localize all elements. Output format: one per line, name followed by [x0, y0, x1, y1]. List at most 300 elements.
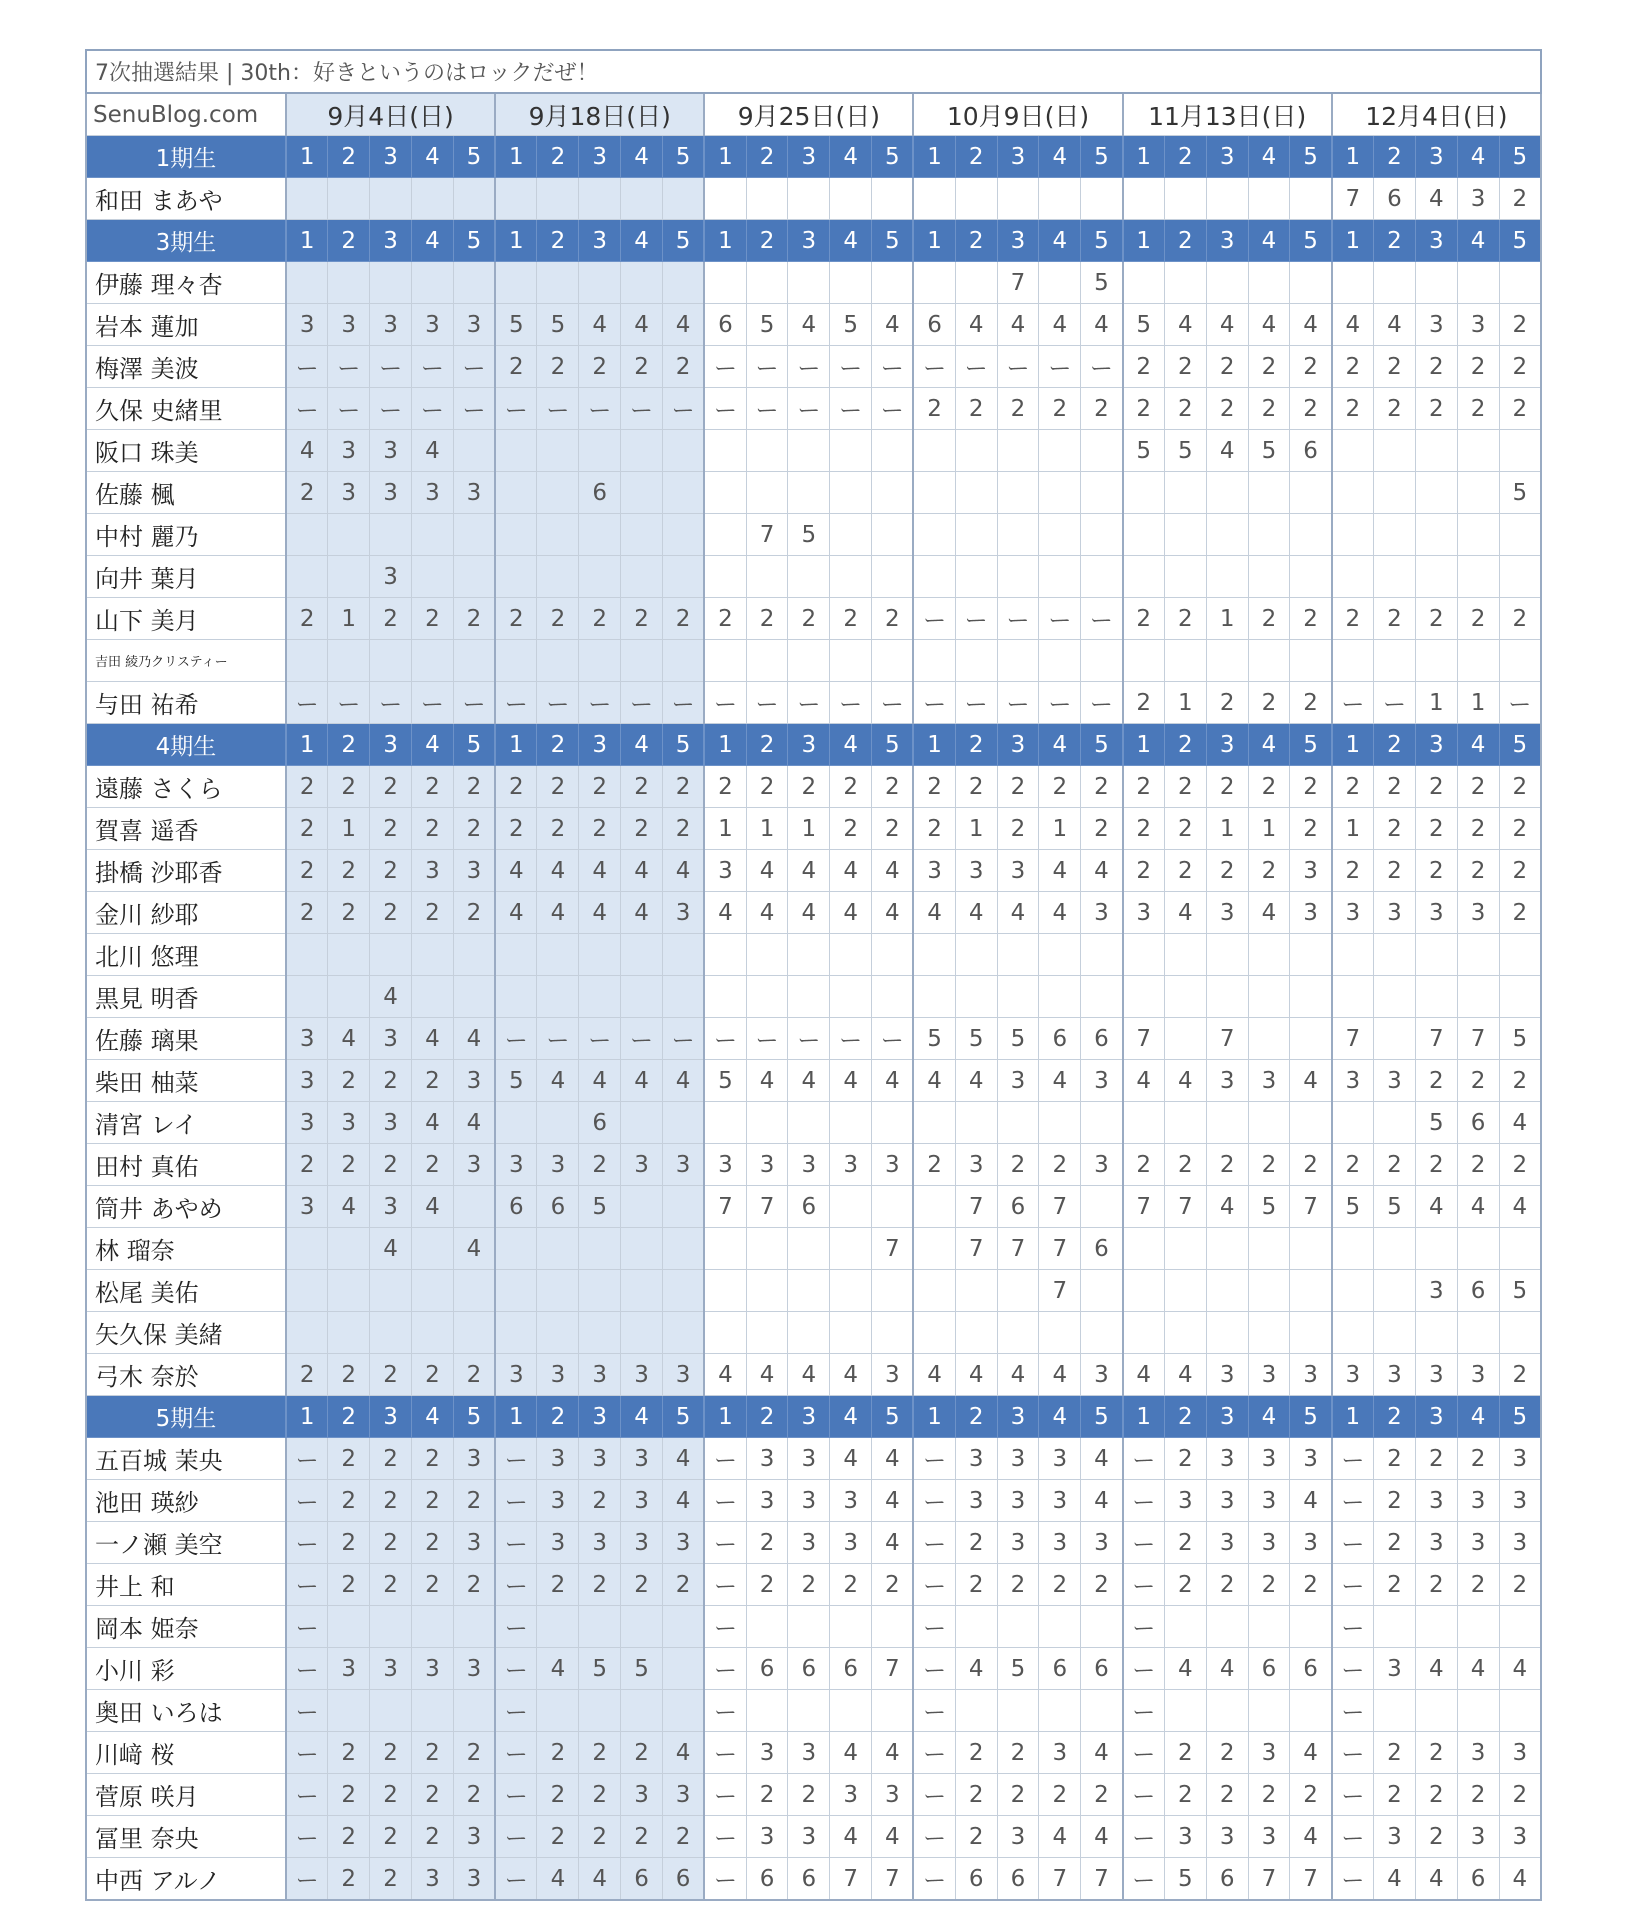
result-cell: 2: [537, 1774, 579, 1816]
slot-number-header: 4: [411, 136, 453, 178]
result-cell: [328, 976, 370, 1018]
result-cell: 2: [1499, 1354, 1541, 1396]
result-cell: 2: [1081, 388, 1123, 430]
result-cell: 2: [955, 1522, 997, 1564]
result-cell: 4: [746, 1354, 788, 1396]
result-cell: 2: [955, 1564, 997, 1606]
result-cell: 3: [1415, 1270, 1457, 1312]
result-cell: [788, 1270, 830, 1312]
result-cell: 7: [872, 1228, 914, 1270]
result-cell: [1332, 976, 1374, 1018]
result-cell: [286, 262, 328, 304]
result-cell: [1081, 1690, 1123, 1732]
result-cell: [1332, 1312, 1374, 1354]
result-cell: 3: [662, 1774, 704, 1816]
result-cell: 3: [1081, 1522, 1123, 1564]
result-cell: [704, 262, 746, 304]
result-cell: 2: [453, 1774, 495, 1816]
result-cell: 2: [1332, 850, 1374, 892]
result-cell: 3: [1457, 1816, 1499, 1858]
result-cell: 2: [913, 808, 955, 850]
result-cell: 3: [286, 1186, 328, 1228]
result-cell: 2: [1164, 1522, 1206, 1564]
result-cell: ー: [1081, 682, 1123, 724]
result-cell: 4: [1206, 1186, 1248, 1228]
result-cell: 3: [1374, 1816, 1416, 1858]
result-cell: 3: [1039, 1480, 1081, 1522]
result-cell: 2: [453, 1354, 495, 1396]
result-cell: ー: [286, 1480, 328, 1522]
result-cell: 3: [579, 1438, 621, 1480]
result-cell: 4: [955, 892, 997, 934]
result-cell: 2: [286, 808, 328, 850]
result-cell: 6: [1457, 1102, 1499, 1144]
result-cell: 2: [1374, 346, 1416, 388]
slot-number-header: 2: [328, 136, 370, 178]
result-cell: [579, 976, 621, 1018]
result-cell: 3: [1415, 1354, 1457, 1396]
result-cell: 7: [1290, 1858, 1332, 1901]
result-cell: [955, 1102, 997, 1144]
result-cell: 3: [411, 1858, 453, 1901]
result-cell: 4: [328, 1018, 370, 1060]
result-cell: [788, 1102, 830, 1144]
result-cell: [955, 472, 997, 514]
result-cell: 2: [495, 808, 537, 850]
result-cell: [1164, 1102, 1206, 1144]
result-cell: 2: [621, 346, 663, 388]
member-row: [86, 640, 1541, 682]
result-cell: [662, 1228, 704, 1270]
slot-number-header: 1: [495, 724, 537, 766]
result-cell: [1164, 1228, 1206, 1270]
result-cell: [1457, 1312, 1499, 1354]
member-row: [86, 472, 1541, 514]
result-cell: 2: [872, 808, 914, 850]
member-row: [86, 1522, 1541, 1564]
result-cell: ー: [1499, 682, 1541, 724]
result-cell: [1415, 1690, 1457, 1732]
result-cell: [830, 1606, 872, 1648]
result-cell: [955, 178, 997, 220]
result-cell: ー: [704, 1438, 746, 1480]
result-cell: 2: [579, 1564, 621, 1606]
result-cell: ー: [704, 1018, 746, 1060]
member-row: [86, 346, 1541, 388]
member-name: 伊藤 理々杏: [86, 262, 286, 304]
result-cell: [370, 640, 412, 682]
result-cell: ー: [1123, 1732, 1165, 1774]
result-cell: 3: [1248, 1060, 1290, 1102]
result-cell: [1499, 1606, 1541, 1648]
result-cell: [997, 934, 1039, 976]
result-cell: [1415, 640, 1457, 682]
result-cell: [453, 976, 495, 1018]
result-cell: [621, 1690, 663, 1732]
member-name: 北川 悠理: [86, 934, 286, 976]
result-cell: 3: [1164, 1480, 1206, 1522]
result-cell: [537, 430, 579, 472]
member-name: 金川 紗耶: [86, 892, 286, 934]
result-cell: 2: [1374, 388, 1416, 430]
result-cell: [1499, 1228, 1541, 1270]
result-cell: ー: [495, 1438, 537, 1480]
result-cell: [913, 1270, 955, 1312]
result-cell: [1374, 556, 1416, 598]
result-cell: [1374, 1312, 1416, 1354]
result-cell: 4: [830, 1816, 872, 1858]
result-cell: 4: [788, 1354, 830, 1396]
result-cell: 1: [955, 808, 997, 850]
result-cell: 3: [453, 1144, 495, 1186]
result-cell: [286, 1228, 328, 1270]
slot-number-header: 5: [1290, 1396, 1332, 1438]
slot-number-header: 5: [662, 1396, 704, 1438]
result-cell: 4: [1039, 304, 1081, 346]
result-cell: 6: [1081, 1228, 1123, 1270]
result-cell: [411, 1606, 453, 1648]
slot-number-header: 3: [1206, 724, 1248, 766]
slot-number-header: 5: [872, 220, 914, 262]
result-cell: [913, 976, 955, 1018]
result-cell: 2: [1415, 1564, 1457, 1606]
result-cell: 2: [328, 1774, 370, 1816]
result-cell: [1248, 976, 1290, 1018]
result-cell: 6: [788, 1858, 830, 1901]
member-name: 吉田 綾乃クリスティー: [86, 640, 286, 682]
result-cell: [453, 514, 495, 556]
result-cell: 5: [955, 1018, 997, 1060]
result-cell: 2: [411, 1060, 453, 1102]
result-cell: [453, 262, 495, 304]
result-cell: ー: [370, 682, 412, 724]
result-cell: [537, 1690, 579, 1732]
result-cell: 3: [1499, 1732, 1541, 1774]
result-cell: 2: [1164, 766, 1206, 808]
result-cell: [621, 1270, 663, 1312]
member-row: [86, 808, 1541, 850]
result-cell: ー: [495, 1606, 537, 1648]
result-cell: [1248, 640, 1290, 682]
result-cell: ー: [1332, 1816, 1374, 1858]
member-row: [86, 1732, 1541, 1774]
result-cell: ー: [913, 1858, 955, 1901]
result-cell: 4: [662, 1480, 704, 1522]
result-cell: [1206, 976, 1248, 1018]
result-cell: [286, 178, 328, 220]
result-cell: [1374, 262, 1416, 304]
slot-number-header: 3: [788, 220, 830, 262]
result-cell: 3: [411, 472, 453, 514]
result-cell: [1415, 430, 1457, 472]
title-row: [86, 50, 1541, 93]
result-cell: 2: [746, 1522, 788, 1564]
result-cell: ー: [997, 598, 1039, 640]
result-cell: 5: [495, 1060, 537, 1102]
result-cell: 2: [1415, 766, 1457, 808]
result-cell: ー: [286, 1522, 328, 1564]
result-cell: 6: [997, 1858, 1039, 1901]
slot-number-header: 1: [495, 136, 537, 178]
result-cell: [495, 178, 537, 220]
result-cell: 3: [1081, 1144, 1123, 1186]
result-cell: 3: [370, 1648, 412, 1690]
date-header: 11月13日(日): [1123, 93, 1332, 136]
result-cell: 3: [1206, 1522, 1248, 1564]
result-cell: 2: [537, 598, 579, 640]
result-cell: 6: [1457, 1858, 1499, 1901]
result-cell: [621, 262, 663, 304]
slot-number-header: 2: [1374, 1396, 1416, 1438]
member-name: 岩本 蓮加: [86, 304, 286, 346]
result-cell: 2: [1499, 388, 1541, 430]
result-cell: [411, 1312, 453, 1354]
result-cell: [788, 1690, 830, 1732]
result-cell: [872, 1606, 914, 1648]
result-cell: 2: [1123, 682, 1165, 724]
result-cell: [621, 472, 663, 514]
result-cell: [1457, 514, 1499, 556]
result-cell: [913, 1312, 955, 1354]
result-cell: ー: [1123, 1690, 1165, 1732]
slot-number-header: 1: [286, 136, 328, 178]
result-cell: 3: [411, 304, 453, 346]
result-cell: ー: [495, 1522, 537, 1564]
result-cell: 2: [1499, 1774, 1541, 1816]
result-cell: [1290, 934, 1332, 976]
result-cell: 2: [1164, 1774, 1206, 1816]
result-cell: 2: [1457, 346, 1499, 388]
result-cell: ー: [662, 1018, 704, 1060]
result-cell: ー: [286, 1606, 328, 1648]
result-cell: 2: [1415, 388, 1457, 430]
result-cell: 4: [1123, 1354, 1165, 1396]
result-cell: 1: [1248, 808, 1290, 850]
result-cell: [913, 430, 955, 472]
result-cell: 5: [1248, 1186, 1290, 1228]
result-cell: 4: [1164, 1648, 1206, 1690]
result-cell: 2: [1374, 1438, 1416, 1480]
result-cell: 7: [1248, 1858, 1290, 1901]
result-cell: ー: [1332, 1648, 1374, 1690]
result-cell: [1374, 430, 1416, 472]
result-cell: [286, 640, 328, 682]
result-cell: [788, 1606, 830, 1648]
result-cell: [1499, 640, 1541, 682]
result-cell: [955, 430, 997, 472]
result-cell: [955, 1690, 997, 1732]
member-name: 松尾 美佑: [86, 1270, 286, 1312]
result-cell: [621, 514, 663, 556]
slot-number-header: 4: [1248, 220, 1290, 262]
result-cell: 7: [746, 514, 788, 556]
result-cell: 3: [328, 430, 370, 472]
member-name: 田村 真佑: [86, 1144, 286, 1186]
member-name: 小川 彩: [86, 1648, 286, 1690]
result-cell: 4: [662, 850, 704, 892]
result-cell: 3: [997, 1060, 1039, 1102]
slot-number-header: 3: [997, 1396, 1039, 1438]
slot-number-header: 1: [1123, 136, 1165, 178]
slot-number-header: 1: [286, 724, 328, 766]
result-cell: 2: [1039, 1774, 1081, 1816]
result-cell: 2: [1248, 1774, 1290, 1816]
result-cell: [704, 1102, 746, 1144]
result-cell: 2: [997, 766, 1039, 808]
result-cell: 5: [997, 1018, 1039, 1060]
result-cell: [1499, 976, 1541, 1018]
member-name: 池田 瑛紗: [86, 1480, 286, 1522]
result-cell: 6: [1457, 1270, 1499, 1312]
result-cell: [495, 1102, 537, 1144]
result-cell: [370, 1270, 412, 1312]
slot-number-header: 4: [1248, 136, 1290, 178]
result-cell: 3: [1457, 1522, 1499, 1564]
result-cell: 7: [1039, 1270, 1081, 1312]
result-cell: 3: [955, 850, 997, 892]
result-cell: [872, 430, 914, 472]
result-cell: 6: [495, 1186, 537, 1228]
result-cell: 1: [1039, 808, 1081, 850]
result-cell: 4: [1039, 1354, 1081, 1396]
result-cell: 2: [1457, 808, 1499, 850]
result-cell: [1374, 1606, 1416, 1648]
result-cell: ー: [286, 1858, 328, 1901]
result-cell: [1332, 1228, 1374, 1270]
result-cell: 3: [1457, 1354, 1499, 1396]
result-cell: 3: [537, 1480, 579, 1522]
result-cell: [788, 556, 830, 598]
result-cell: 3: [830, 1480, 872, 1522]
result-cell: [704, 178, 746, 220]
result-cell: ー: [1039, 598, 1081, 640]
result-cell: [621, 1228, 663, 1270]
result-cell: 2: [1164, 346, 1206, 388]
result-cell: 2: [913, 766, 955, 808]
result-cell: 3: [746, 1732, 788, 1774]
slot-number-header: 4: [830, 724, 872, 766]
result-cell: [746, 262, 788, 304]
result-cell: 3: [955, 1480, 997, 1522]
result-cell: [830, 178, 872, 220]
slot-number-header: 1: [913, 136, 955, 178]
result-cell: [1081, 472, 1123, 514]
result-cell: [1332, 514, 1374, 556]
result-cell: 2: [1415, 1774, 1457, 1816]
result-cell: 3: [370, 472, 412, 514]
result-cell: 2: [746, 1774, 788, 1816]
result-cell: 4: [997, 304, 1039, 346]
result-cell: 4: [955, 1648, 997, 1690]
result-cell: [704, 1228, 746, 1270]
result-cell: 3: [1290, 850, 1332, 892]
slot-number-header: 1: [1123, 1396, 1165, 1438]
result-cell: [746, 556, 788, 598]
result-cell: 2: [662, 346, 704, 388]
result-cell: 3: [997, 1480, 1039, 1522]
result-cell: 3: [788, 1480, 830, 1522]
result-cell: 2: [997, 1774, 1039, 1816]
result-cell: [1290, 556, 1332, 598]
result-cell: 2: [286, 598, 328, 640]
slot-number-header: 1: [1123, 724, 1165, 766]
result-cell: 2: [1164, 598, 1206, 640]
result-cell: 3: [830, 1144, 872, 1186]
result-cell: ー: [495, 388, 537, 430]
result-cell: [830, 934, 872, 976]
result-cell: 3: [328, 472, 370, 514]
result-cell: [662, 1606, 704, 1648]
slot-number-header: 2: [328, 220, 370, 262]
result-cell: 7: [1332, 1018, 1374, 1060]
slot-number-header: 5: [662, 724, 704, 766]
generation-header-row: [86, 136, 1541, 178]
result-cell: ー: [872, 682, 914, 724]
result-cell: 4: [453, 1228, 495, 1270]
member-row: [86, 1144, 1541, 1186]
result-cell: 3: [286, 1018, 328, 1060]
slot-number-header: 3: [1206, 136, 1248, 178]
result-cell: [411, 640, 453, 682]
slot-number-header: 2: [537, 136, 579, 178]
result-cell: 2: [830, 766, 872, 808]
slot-number-header: 4: [1248, 724, 1290, 766]
result-cell: 4: [662, 1060, 704, 1102]
result-cell: 2: [1290, 346, 1332, 388]
slot-number-header: 5: [1290, 724, 1332, 766]
result-cell: 2: [662, 598, 704, 640]
result-cell: [621, 1606, 663, 1648]
result-cell: ー: [955, 346, 997, 388]
result-cell: [495, 556, 537, 598]
result-cell: 3: [1374, 1648, 1416, 1690]
result-cell: [1081, 640, 1123, 682]
result-cell: 3: [788, 1732, 830, 1774]
slot-number-header: 3: [997, 220, 1039, 262]
member-row: [86, 262, 1541, 304]
result-cell: 7: [997, 262, 1039, 304]
result-cell: ー: [913, 682, 955, 724]
slot-number-header: 5: [872, 724, 914, 766]
result-cell: 4: [1081, 1438, 1123, 1480]
result-cell: 2: [1206, 682, 1248, 724]
result-cell: 6: [1081, 1018, 1123, 1060]
result-cell: 5: [1123, 304, 1165, 346]
result-cell: 6: [788, 1648, 830, 1690]
result-cell: [746, 934, 788, 976]
result-cell: 2: [872, 598, 914, 640]
result-cell: [704, 514, 746, 556]
result-cell: ー: [746, 388, 788, 430]
result-cell: 4: [370, 976, 412, 1018]
result-cell: [1248, 1606, 1290, 1648]
result-cell: [1248, 934, 1290, 976]
result-cell: [1081, 430, 1123, 472]
result-cell: [830, 556, 872, 598]
result-cell: ー: [913, 1648, 955, 1690]
result-cell: [913, 178, 955, 220]
result-cell: 2: [746, 598, 788, 640]
result-cell: 2: [662, 1816, 704, 1858]
result-cell: [1415, 976, 1457, 1018]
result-cell: [872, 1312, 914, 1354]
result-cell: [1457, 976, 1499, 1018]
result-cell: ー: [537, 388, 579, 430]
slot-number-header: 5: [453, 220, 495, 262]
result-cell: [1081, 1312, 1123, 1354]
result-cell: 4: [1164, 304, 1206, 346]
result-cell: [1081, 1606, 1123, 1648]
